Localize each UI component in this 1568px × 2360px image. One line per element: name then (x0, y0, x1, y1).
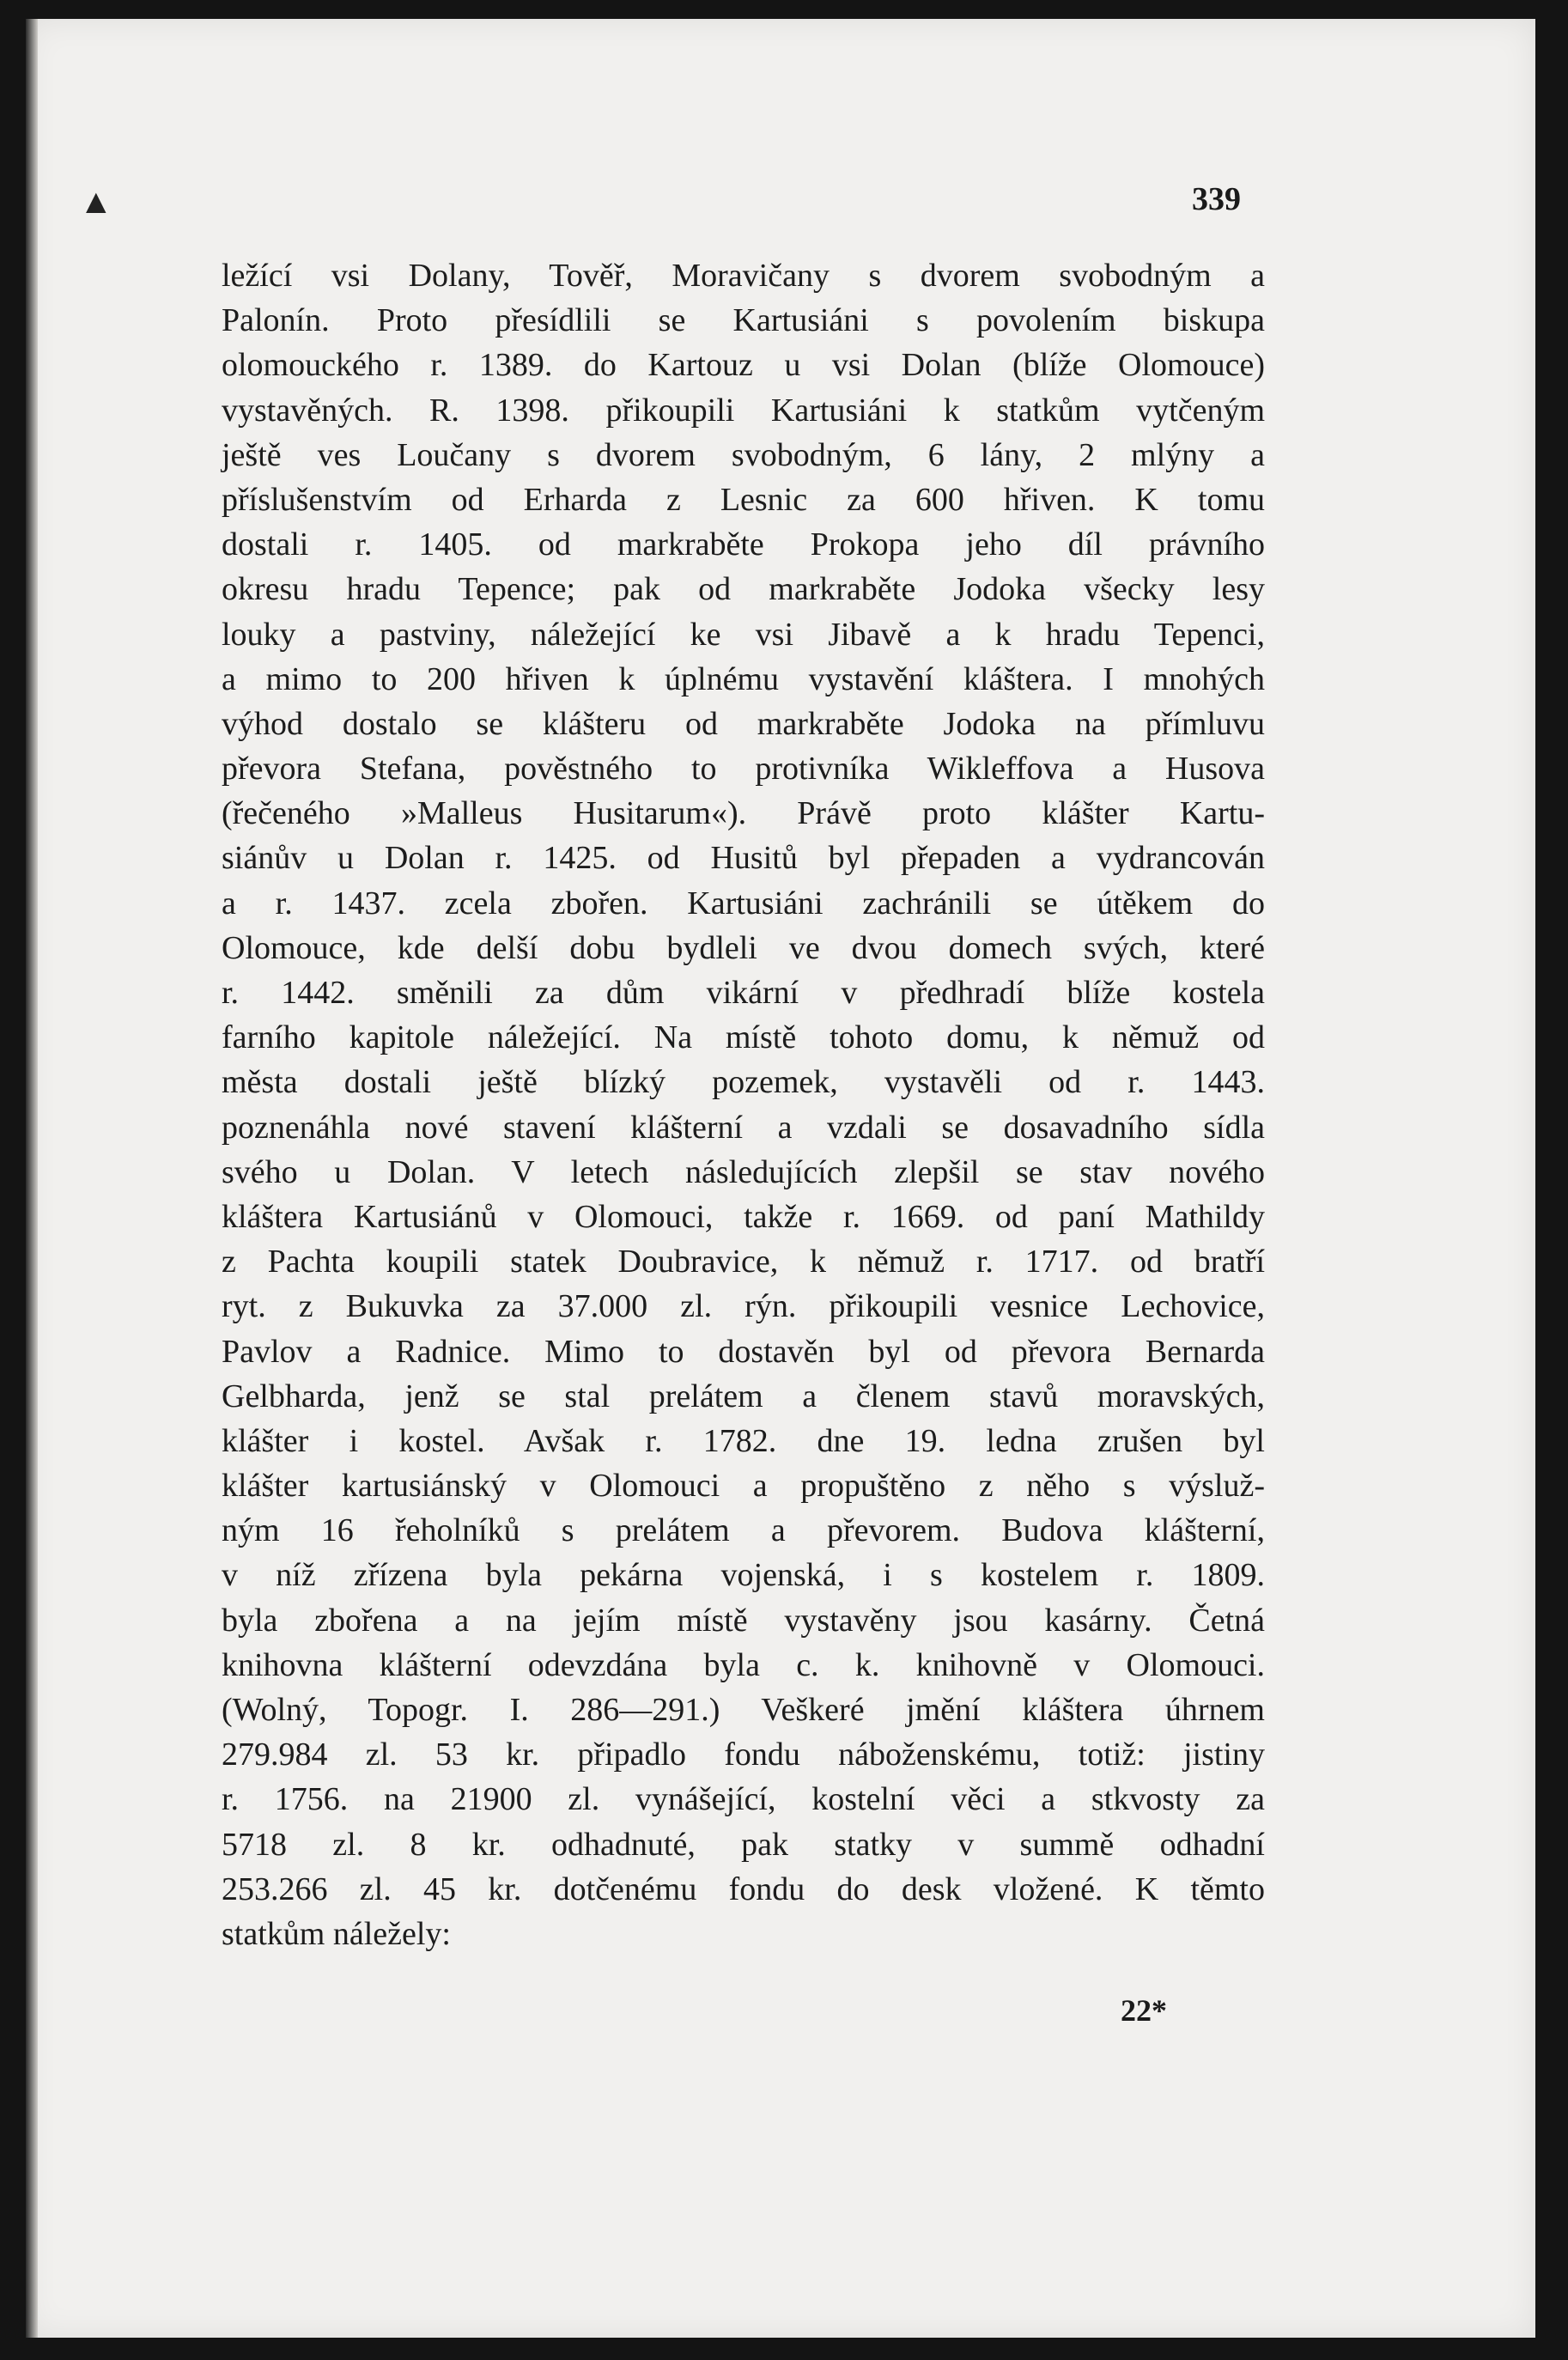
text-line: ležící vsi Dolany, Tověř, Moravičany s dvorem svobodným a (222, 258, 1265, 294)
text-line: louky a pastviny, náležející ke vsi Jibavě a k hradu Tepenci, (222, 616, 1265, 653)
text-line: statkům náležely: (222, 1915, 451, 1952)
text-line: Palonín. Proto přesídlili se Kartusiáni s povolením biskupa (222, 302, 1265, 339)
text-line: siánův u Dolan r. 1425. od Husitů byl přepaden a vydrancován (222, 840, 1265, 877)
text-line: 253.266 zl. 45 kr. dotčenému fondu do desk vložené. K těmto (222, 1870, 1265, 1907)
text-line: z Pachta koupili statek Doubravice, k němuž r. 1717. od bratří (222, 1244, 1265, 1280)
text-line: poznenáhla nové stavení klášterní a vzdali se dosavadního sídla (222, 1109, 1265, 1146)
text-line: výhod dostalo se klášteru od markraběte Jodoka na přímluvu (222, 705, 1265, 742)
text-line: klášter i kostel. Avšak r. 1782. dne 19. ledna zrušen byl (222, 1422, 1265, 1459)
text-line: města dostali ještě blízký pozemek, vystavěli od r. 1443. (222, 1064, 1265, 1101)
text-line: 279.984 zl. 53 kr. připadlo fondu náboženskému, totiž: jistiny (222, 1737, 1265, 1773)
page-number: 339 (1192, 181, 1241, 217)
text-line: dostali r. 1405. od markraběte Prokopa jeho díl právního (222, 526, 1265, 563)
text-line: r. 1442. směnili za dům vikární v předhradí blíže kostela (222, 975, 1265, 1011)
text-line: olomouckého r. 1389. do Kartouz u vsi Dolan (blíže Olomouce) (222, 347, 1265, 384)
text-line: knihovna klášterní odevzdána byla c. k. knihovně v Olomouci. (222, 1646, 1265, 1683)
text-line: klášter kartusiánský v Olomouci a propuštěno z něho s výsluž- (222, 1468, 1265, 1505)
text-line: byla zbořena a na jejím místě vystavěny jsou kasárny. Četná (222, 1602, 1265, 1639)
text-line: ještě ves Loučany s dvorem svobodným, 6 lány, 2 mlýny a (222, 436, 1265, 473)
text-line: Pavlov a Radnice. Mimo to dostavěn byl od převora Bernarda (222, 1333, 1265, 1370)
text-line: (řečeného »Malleus Husitarum«). Právě proto klášter Kartu- (222, 795, 1265, 832)
text-line: v níž zřízena byla pekárna vojenská, i s kostelem r. 1809. (222, 1557, 1265, 1594)
text-line: (Wolný, Topogr. I. 286—291.) Veškeré jmění kláštera úhrnem (222, 1692, 1265, 1728)
text-line: Olomouce, kde delší dobu bydleli ve dvou domech svých, které (222, 929, 1265, 966)
text-line: farního kapitole náležející. Na místě tohoto domu, k němuž od (222, 1019, 1265, 1056)
text-line: příslušenstvím od Erharda z Lesnic za 600 hřiven. K tomu (222, 481, 1265, 518)
text-line: a r. 1437. zcela zbořen. Kartusiáni zachránili se útěkem do (222, 885, 1265, 921)
text-line: svého u Dolan. V letech následujících zlepšil se stav nového (222, 1153, 1265, 1190)
text-line: ným 16 řeholníků s prelátem a převorem. Budova klášterní, (222, 1512, 1265, 1549)
text-line: a mimo to 200 hřiven k úplnému vystavění kláštera. I mnohých (222, 660, 1265, 697)
signature-mark: 22* (1121, 1993, 1167, 2028)
text-line: Gelbharda, jenž se stal prelátem a členem stavů moravských, (222, 1378, 1265, 1414)
text-line: vystavěných. R. 1398. přikoupili Kartusiáni k statkům vytčeným (222, 392, 1265, 429)
corner-mark: ▲ (79, 182, 113, 221)
text-line: 5718 zl. 8 kr. odhadnuté, pak statky v summě odhadní (222, 1826, 1265, 1863)
binding-shadow (26, 19, 38, 2338)
text-line: okresu hradu Tepence; pak od markraběte Jodoka všecky lesy (222, 571, 1265, 608)
text-line: kláštera Kartusiánů v Olomouci, takže r. 1669. od paní Mathildy (222, 1198, 1265, 1235)
text-line: r. 1756. na 21900 zl. vynášející, kostelní věci a stkvosty za (222, 1781, 1265, 1818)
body-text (222, 253, 1265, 1956)
text-line: ryt. z Bukuvka za 37.000 zl. rýn. přikoupili vesnice Lechovice, (222, 1288, 1265, 1325)
text-line: převora Stefana, pověstného to protivníka Wikleffova a Husova (222, 751, 1265, 788)
